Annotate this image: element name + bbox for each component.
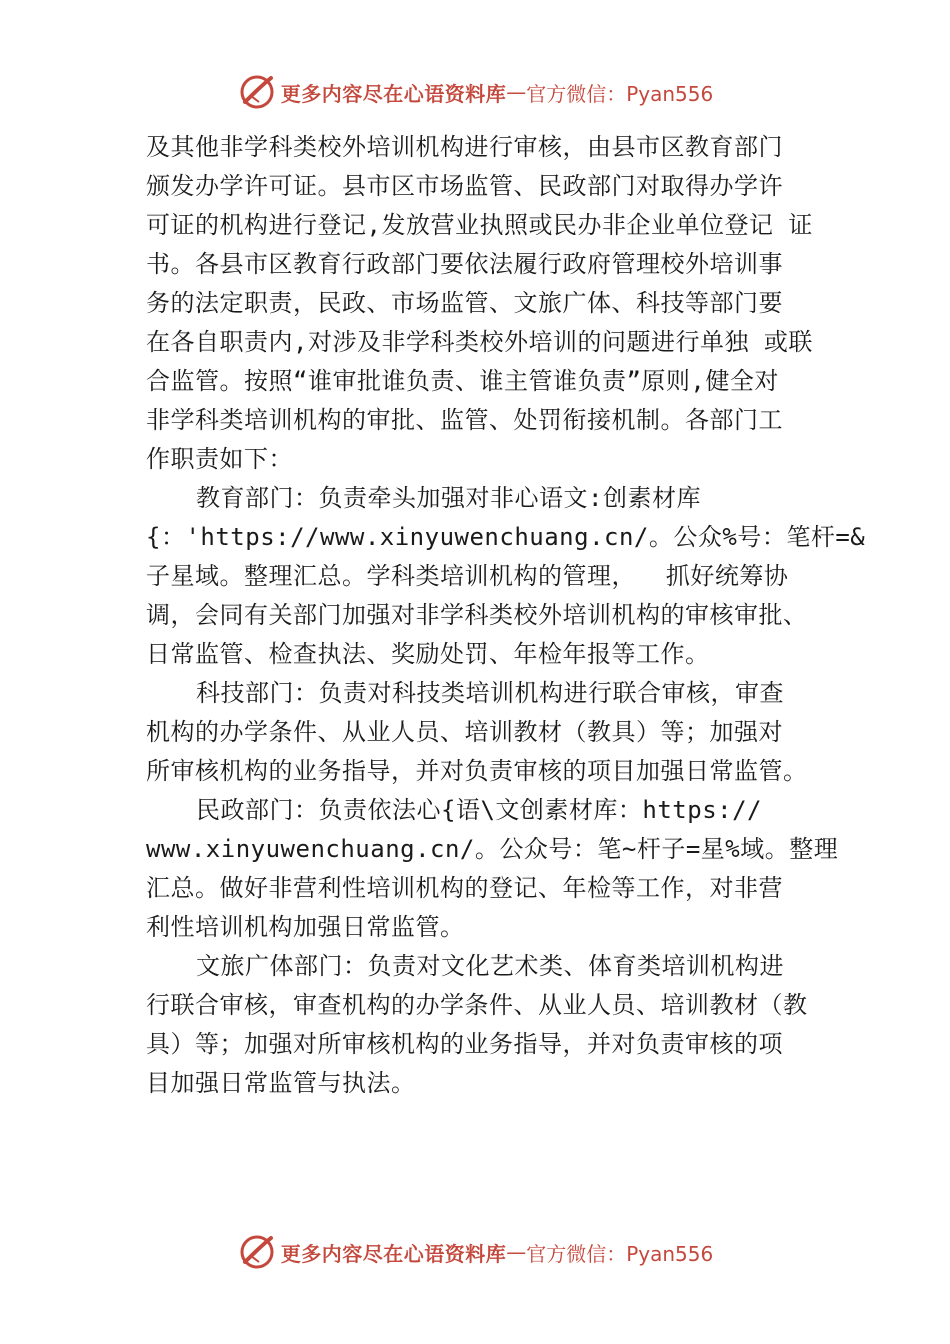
body-line: 所审核机构的业务指导，并对负责审核的项目加强日常监管。 (146, 757, 808, 785)
calligraphy-brush-logo-icon (237, 1232, 277, 1272)
body-line: 目加强日常监管与执法。 (146, 1069, 416, 1097)
banner-promo-text: 更多内容尽在心语资料库 (280, 1241, 507, 1266)
body-line: www.xinyuwenchuang.cn/。公众号：笔~杆子=星%域。整理 (146, 835, 839, 863)
body-line: 具）等；加强对所审核机构的业务指导，并对负责审核的项 (146, 1030, 783, 1058)
banner-separator: — (506, 80, 527, 104)
paragraph-start-technology: 科技部门：负责对科技类培训机构进行联合审核，审查 (196, 679, 784, 707)
banner-contact-text: 官方微信：Pyan556 (526, 81, 714, 106)
body-line: 颁发办学许可证。县市区市场监管、民政部门对取得办学许 (146, 172, 783, 200)
footer-banner (0, 1230, 950, 1274)
body-line: 书。各县市区教育行政部门要依法履行政府管理校外培训事 (146, 250, 783, 278)
banner-separator: — (506, 1240, 527, 1264)
body-line: 利性培训机构加强日常监管。 (146, 913, 465, 941)
paragraph-start-culture-sports: 文旅广体部门：负责对文化艺术类、体育类培训机构进 (196, 952, 784, 980)
body-line: 行联合审核，审查机构的办学条件、从业人员、培训教材（教 (146, 991, 808, 1019)
body-line: 日常监管、检查执法、奖励处罚、年检年报等工作。 (146, 640, 710, 668)
banner-contact-text: 官方微信：Pyan556 (526, 1241, 714, 1266)
body-line: 调，会同有关部门加强对非学科类校外培训机构的审核审批、 (146, 601, 808, 629)
body-line: 合监管。按照“谁审批谁负责、谁主管谁负责”原则,健全对 (146, 367, 779, 395)
body-line: 在各自职责内,对涉及非学科类校外培训的问题进行单独 或联 (146, 328, 813, 356)
body-line: 务的法定职责，民政、市场监管、文旅广体、科技等部门要 (146, 289, 783, 317)
body-line: 子星域。整理汇总。学科类培训机构的管理， 抓好统筹协 (146, 562, 789, 590)
paragraph-start-education: 教育部门：负责牵头加强对非心语文:创素材库 (196, 484, 701, 512)
body-line: 机构的办学条件、从业人员、培训教材（教具）等；加强对 (146, 718, 783, 746)
body-line: 及其他非学科类校外培训机构进行审核，由县市区教育部门 (146, 133, 783, 161)
banner-promo-text: 更多内容尽在心语资料库 (280, 81, 507, 106)
paragraph-start-civil-affairs: 民政部门：负责依法心{语\文创素材库：https:// (196, 796, 762, 824)
body-line: 汇总。做好非营利性培训机构的登记、年检等工作，对非营 (146, 874, 783, 902)
body-line: 非学科类培训机构的审批、监管、处罚衔接机制。各部门工 (146, 406, 783, 434)
body-line: 可证的机构进行登记,发放营业执照或民办非企业单位登记 证 (146, 211, 813, 239)
body-line: {：'https://www.xinyuwenchuang.cn/。公众%号：笔杆=& (146, 523, 866, 551)
document-body (146, 128, 866, 1103)
body-line: 作职责如下： (146, 445, 293, 473)
calligraphy-brush-logo-icon (237, 72, 277, 112)
header-banner (0, 70, 950, 114)
